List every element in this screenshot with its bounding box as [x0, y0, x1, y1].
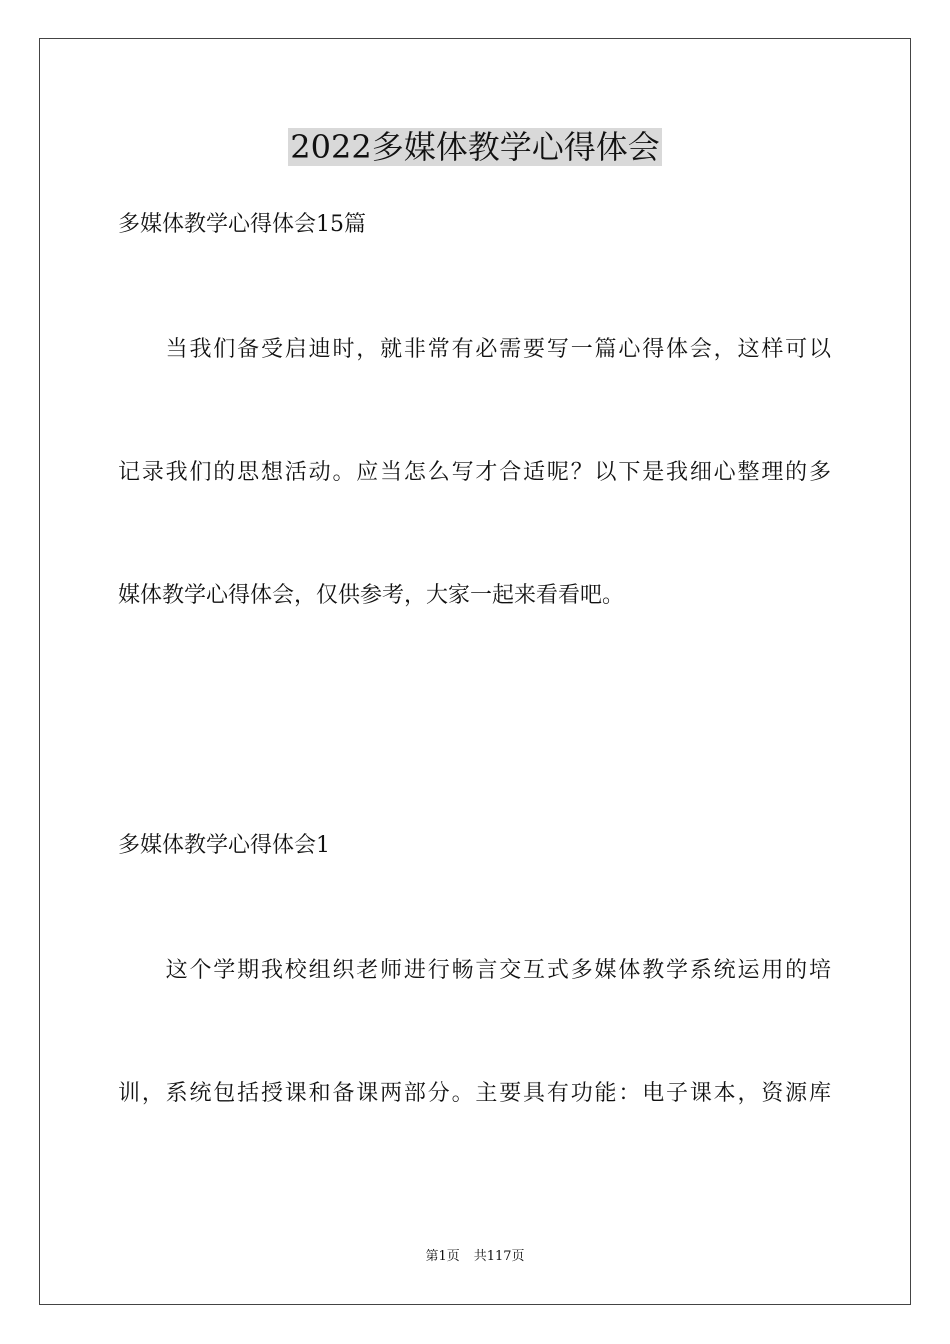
- intro-line-1: 当我们备受启迪时，就非常有必需要写一篇心得体会，这样可以: [118, 337, 831, 362]
- intro-line-2: 记录我们的思想活动。应当怎么写才合适呢？以下是我细心整理的多: [118, 460, 831, 485]
- total-pages: 共117页: [473, 1249, 525, 1264]
- section-line-1: 这个学期我校组织老师进行畅言交互式多媒体教学系统运用的培: [118, 958, 831, 983]
- document-title-text: 2022多媒体教学心得体会: [290, 128, 660, 166]
- section-heading: 多媒体教学心得体会1: [118, 833, 330, 858]
- document-title: [0, 125, 950, 169]
- page-footer: [0, 1248, 950, 1266]
- intro-line-3: 媒体教学心得体会，仅供参考，大家一起来看看吧。: [118, 583, 625, 608]
- section-line-2: 训，系统包括授课和备课两部分。主要具有功能：电子课本，资源库: [118, 1081, 831, 1106]
- page-number: 第1页: [425, 1249, 460, 1264]
- document-subtitle: 多媒体教学心得体会15篇: [118, 212, 366, 237]
